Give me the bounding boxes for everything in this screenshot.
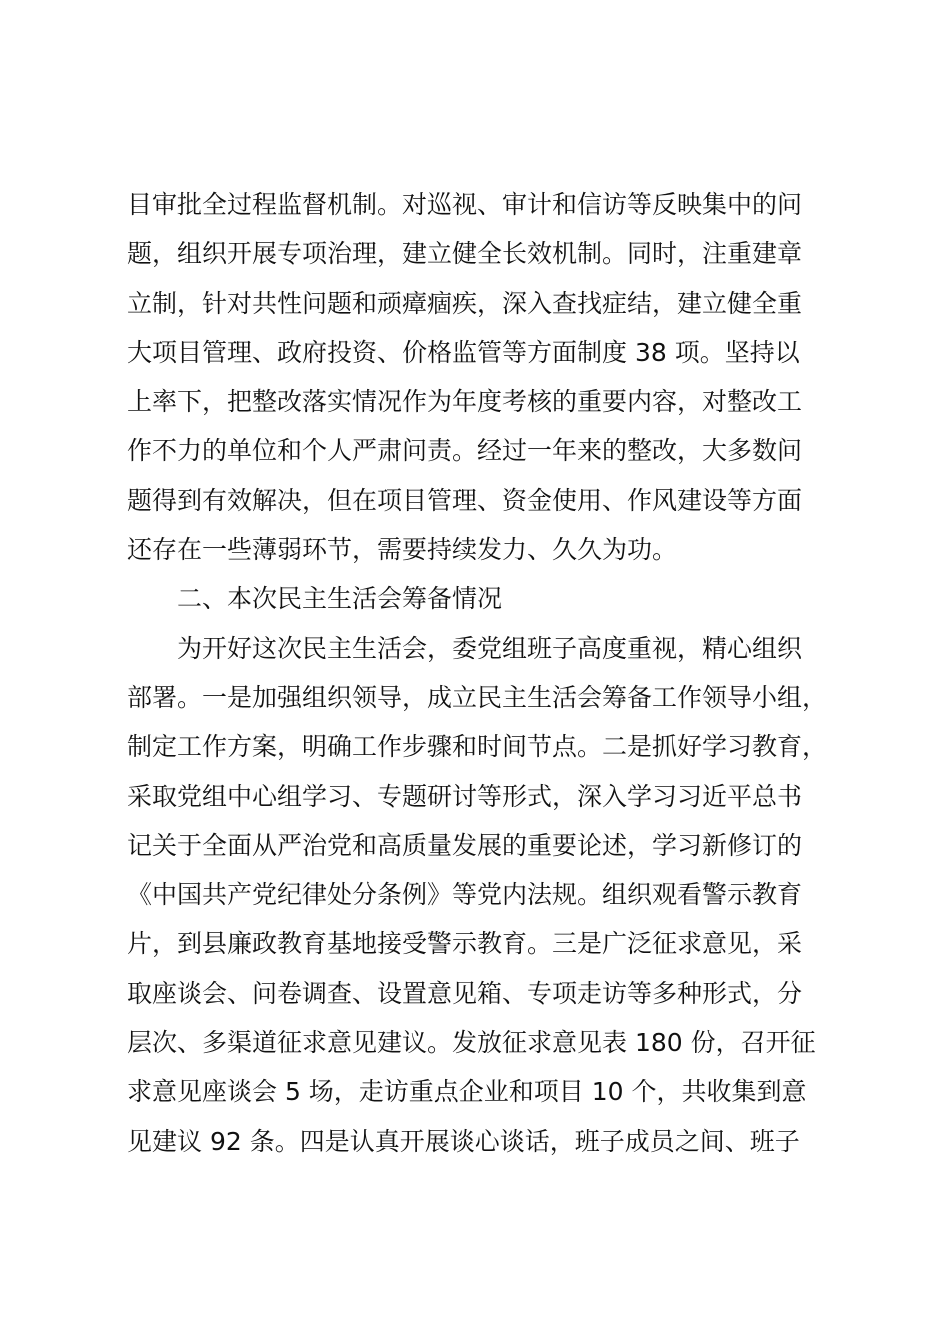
- paragraph-line: 记关于全面从严治党和高质量发展的重要论述，学习新修订的: [127, 830, 803, 860]
- paragraph-line: 《中国共产党纪律处分条例》等党内法规。组织观看警示教育: [127, 880, 803, 910]
- paragraph-line: 上率下，把整改落实情况作为年度考核的重要内容，对整改工: [127, 387, 803, 417]
- document-body: [127, 180, 852, 1166]
- paragraph-line: 题得到有效解决，但在项目管理、资金使用、作风建设等方面: [127, 485, 803, 515]
- paragraph-line: 层次、多渠道征求意见建议。发放征求意见表 180 份，召开征: [127, 1028, 816, 1058]
- paragraph-line: 取座谈会、问卷调查、设置意见箱、专项走访等多种形式，分: [127, 978, 803, 1008]
- section-heading: 二、本次民主生活会筹备情况: [177, 584, 503, 614]
- paragraph-line: 目审批全过程监督机制。对巡视、审计和信访等反映集中的问: [127, 190, 803, 219]
- paragraph-line: 求意见座谈会 5 场，走访重点企业和项目 10 个，共收集到意: [127, 1077, 807, 1107]
- paragraph-line: 见建议 92 条。四是认真开展谈心谈话，班子成员之间、班子: [127, 1126, 800, 1156]
- paragraph-line: 立制，针对共性问题和顽瘴痼疾，深入查找症结，建立健全重: [127, 288, 803, 318]
- paragraph-line: 片，到县廉政教育基地接受警示教育。三是广泛征求意见，采: [127, 929, 803, 959]
- paragraph-line: 部署。一是加强组织领导，成立民主生活会筹备工作领导小组，: [127, 682, 828, 712]
- paragraph-line: 题，组织开展专项治理，建立健全长效机制。同时，注重建章: [127, 239, 803, 269]
- paragraph-line: 为开好这次民主生活会，委党组班子高度重视，精心组织: [177, 633, 803, 663]
- paragraph-line: 作不力的单位和个人严肃问责。经过一年来的整改，大多数问: [127, 436, 803, 466]
- paragraph-line: 大项目管理、政府投资、价格监管等方面制度 38 项。坚持以: [127, 337, 800, 367]
- paragraph-line: 还存在一些薄弱环节，需要持续发力、久久为功。: [127, 535, 678, 565]
- paragraph-line: 采取党组中心组学习、专题研讨等形式，深入学习习近平总书: [127, 781, 803, 811]
- paragraph-line: 制定工作方案，明确工作步骤和时间节点。二是抓好学习教育，: [127, 732, 828, 762]
